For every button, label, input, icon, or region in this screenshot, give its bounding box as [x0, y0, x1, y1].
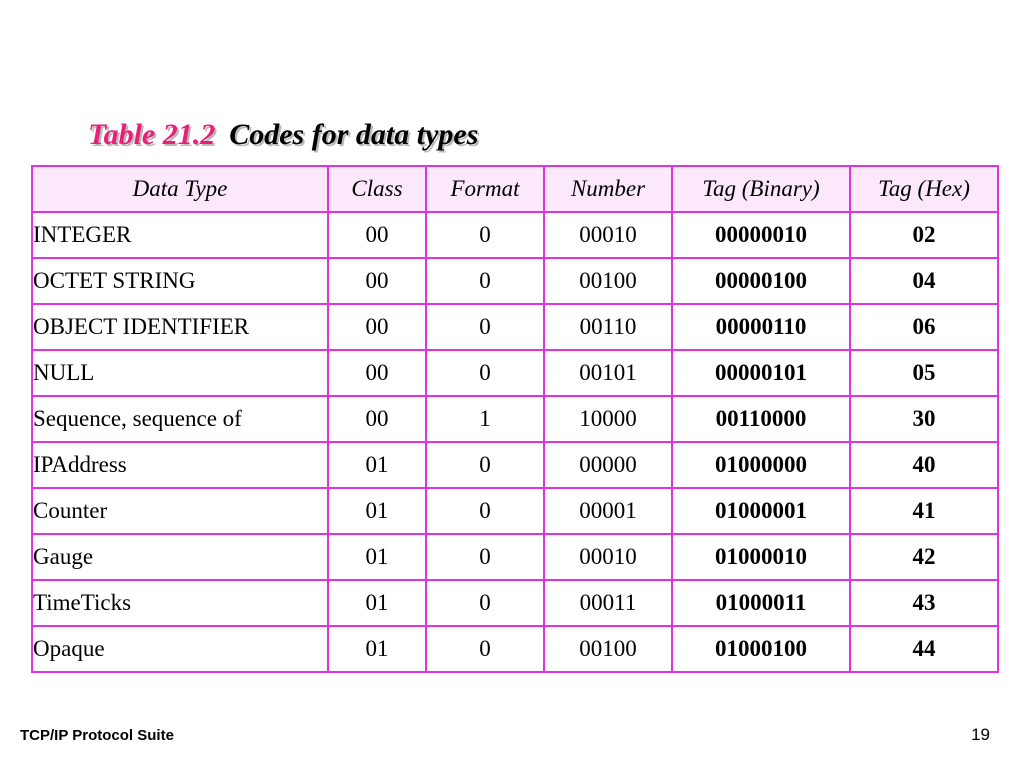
cell-tag-hex: 06 [850, 304, 998, 350]
cell-tag-hex: 41 [850, 488, 998, 534]
table-row [32, 212, 998, 258]
cell-data-type: Opaque [32, 626, 328, 672]
cell-tag-hex: 44 [850, 626, 998, 672]
cell-tag-hex: 43 [850, 580, 998, 626]
cell-class: 00 [328, 350, 426, 396]
cell-data-type: Sequence, sequence of [32, 396, 328, 442]
cell-data-type: TimeTicks [32, 580, 328, 626]
cell-tag-binary: 00000100 [672, 258, 850, 304]
cell-number: 10000 [544, 396, 672, 442]
data-types-table [31, 165, 999, 673]
table-row [32, 488, 998, 534]
cell-tag-binary: 01000100 [672, 626, 850, 672]
cell-data-type: IPAddress [32, 442, 328, 488]
cell-tag-binary: 00000010 [672, 212, 850, 258]
cell-data-type: OBJECT IDENTIFIER [32, 304, 328, 350]
header-number: Number [544, 166, 672, 212]
table-row [32, 580, 998, 626]
cell-class: 00 [328, 212, 426, 258]
cell-format: 0 [426, 304, 544, 350]
cell-tag-hex: 42 [850, 534, 998, 580]
cell-tag-hex: 02 [850, 212, 998, 258]
table-row [32, 396, 998, 442]
cell-tag-hex: 05 [850, 350, 998, 396]
cell-data-type: OCTET STRING [32, 258, 328, 304]
cell-tag-binary: 01000000 [672, 442, 850, 488]
cell-format: 0 [426, 580, 544, 626]
cell-tag-binary: 00110000 [672, 396, 850, 442]
cell-tag-hex: 30 [850, 396, 998, 442]
cell-format: 0 [426, 442, 544, 488]
cell-tag-binary: 01000011 [672, 580, 850, 626]
page-number: 19 [971, 725, 990, 744]
header-data-type: Data Type [32, 166, 328, 212]
cell-class: 01 [328, 580, 426, 626]
cell-format: 0 [426, 350, 544, 396]
cell-number: 00101 [544, 350, 672, 396]
table-row [32, 534, 998, 580]
cell-number: 00010 [544, 534, 672, 580]
cell-format: 0 [426, 212, 544, 258]
header-tag-hex: Tag (Hex) [850, 166, 998, 212]
table-row [32, 350, 998, 396]
cell-tag-binary: 00000110 [672, 304, 850, 350]
cell-number: 00011 [544, 580, 672, 626]
table-row [32, 258, 998, 304]
cell-class: 00 [328, 304, 426, 350]
cell-class: 01 [328, 442, 426, 488]
table-row [32, 304, 998, 350]
cell-class: 01 [328, 488, 426, 534]
cell-class: 01 [328, 626, 426, 672]
cell-class: 00 [328, 258, 426, 304]
cell-data-type: Gauge [32, 534, 328, 580]
cell-tag-hex: 40 [850, 442, 998, 488]
cell-format: 0 [426, 488, 544, 534]
cell-number: 00110 [544, 304, 672, 350]
cell-tag-binary: 01000001 [672, 488, 850, 534]
table-number: Table 21.2 [88, 118, 216, 151]
cell-format: 1 [426, 396, 544, 442]
table-row [32, 626, 998, 672]
cell-number: 00100 [544, 626, 672, 672]
header-format: Format [426, 166, 544, 212]
cell-data-type: NULL [32, 350, 328, 396]
cell-tag-binary: 01000010 [672, 534, 850, 580]
cell-format: 0 [426, 258, 544, 304]
table-caption [88, 118, 478, 152]
table-title: Codes for data types [229, 118, 479, 151]
table-row [32, 442, 998, 488]
cell-number: 00100 [544, 258, 672, 304]
cell-tag-binary: 00000101 [672, 350, 850, 396]
header-row [32, 166, 998, 212]
cell-number: 00001 [544, 488, 672, 534]
footer-book-title: TCP/IP Protocol Suite [20, 727, 174, 744]
cell-tag-hex: 04 [850, 258, 998, 304]
cell-format: 0 [426, 626, 544, 672]
cell-class: 00 [328, 396, 426, 442]
cell-number: 00010 [544, 212, 672, 258]
cell-data-type: INTEGER [32, 212, 328, 258]
header-class: Class [328, 166, 426, 212]
cell-class: 01 [328, 534, 426, 580]
header-tag-binary: Tag (Binary) [672, 166, 850, 212]
cell-data-type: Counter [32, 488, 328, 534]
cell-format: 0 [426, 534, 544, 580]
cell-number: 00000 [544, 442, 672, 488]
